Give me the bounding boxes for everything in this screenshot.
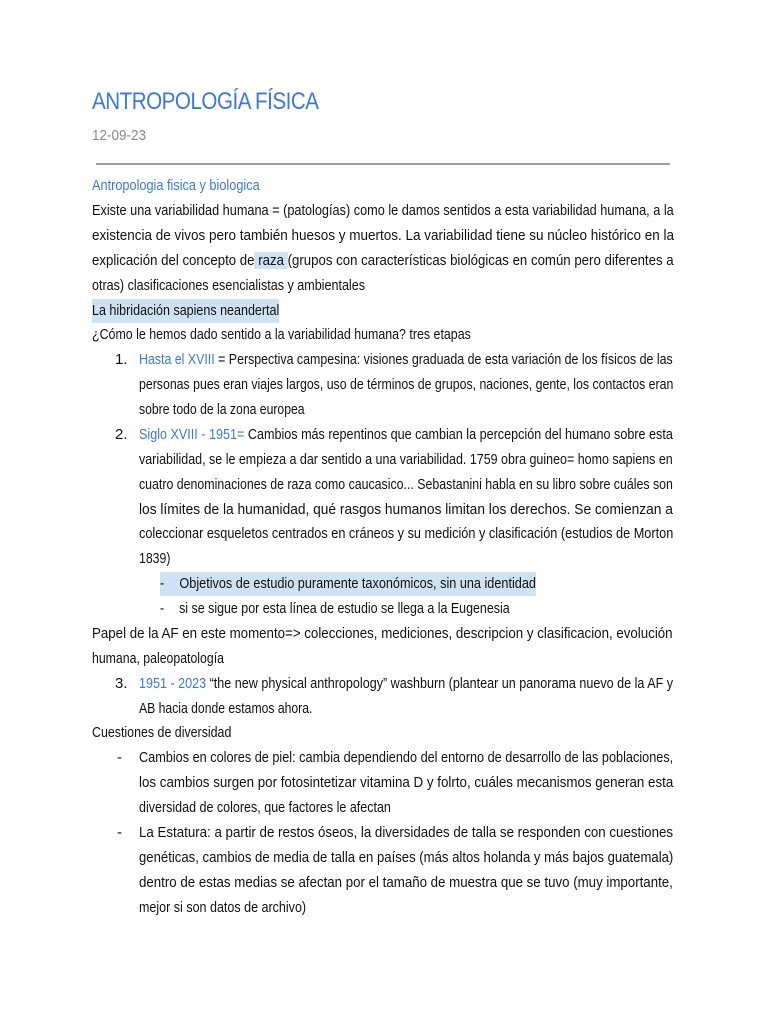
paragraph-line [92, 249, 674, 273]
list-item-text: “the new physical anthropology” washburn (plantear un panorama nuevo de la AF y [206, 675, 674, 692]
list-item-line: sobre todo de la zona europea [139, 401, 305, 418]
bullet-dash: - [117, 749, 122, 766]
sub-list-item-text: si se sigue por esta línea de estudio se llega a la Eugenesia [179, 600, 510, 617]
bullet-item-line: Cambios en colores de piel: cambia dependiendo del entorno de desarrollo de las poblaciones, [139, 749, 674, 766]
list-item-label: Siglo XVIII - 1951= [139, 426, 245, 443]
list-item-line: 1839) [139, 550, 171, 567]
bullet-item-line: mejor si son datos de archivo) [139, 899, 307, 916]
list-item-line: personas pues eran viajes largos, uso de términos de grupos, naciones, gente, los contactos eran [139, 376, 674, 393]
paragraph-text: explicación del concepto de [92, 252, 255, 269]
list-item-line: coleccionar esqueletos centrados en cráneos y su medición y clasificación (estudios de Morton [139, 525, 674, 542]
paragraph-line: existencia de vivos pero también huesos y muertos. La variabilidad tiene su núcleo histórico en la [92, 227, 675, 244]
list-item-line [139, 423, 673, 447]
list-item-line: variabilidad, se le empieza a dar sentido a una variabilidad. 1759 obra guineo= homo sapiens en [139, 451, 673, 468]
bullet-item-line: genéticas, cambios de media de talla en países (más altos holanda y más bajos guatemala) [139, 849, 674, 866]
paragraph-line: otras) clasificaciones esencialistas y ambientales [92, 277, 365, 294]
bullet-item-line: La Estatura: a partir de restos óseos, la diversidades de talla se responden con cuestiones [139, 824, 674, 841]
paragraph-text: (grupos con características biológicas en común pero diferentes a [287, 252, 674, 269]
bullet-dash: - [160, 575, 165, 592]
list-item-line: los límites de la humanidad, qué rasgos humanos limitan los derechos. Se comienzan a [139, 501, 673, 518]
list-number: 3. [115, 675, 128, 692]
question-line: ¿Cómo le hemos dado sentido a la variabilidad humana? tres etapas [92, 326, 471, 343]
section-heading: Cuestiones de diversidad [92, 724, 232, 741]
list-item-text: = Perspectiva campesina: visiones graduada de esta variación de los físicos de las [214, 351, 673, 368]
list-item-line [139, 672, 673, 696]
bullet-item-line: diversidad de colores, que factores le afectan [139, 799, 391, 816]
bullet-item-line: los cambios surgen por fotosintetizar vitamina D y folrto, cuáles mecanismos generan esta [139, 774, 674, 791]
highlighted-line: La hibridación sapiens neandertal [92, 299, 279, 323]
list-item-line: cuatro denominaciones de raza como caucasico... Sebastanini habla en su libro sobre cuáles son [139, 476, 673, 493]
document-title: ANTROPOLOGÍA FÍSICA [92, 88, 319, 115]
list-item-label: Hasta el XVIII [139, 351, 215, 368]
highlighted-term: raza [254, 252, 288, 269]
paragraph-line: Existe una variabilidad humana = (patologías) como le damos sentidos a esta variabilidad humana, a la [92, 202, 674, 219]
horizontal-rule [96, 163, 670, 165]
sub-list-item-text: Objetivos de estudio puramente taxonómicos, sin una identidad [179, 575, 536, 592]
bullet-item-line: dentro de estas medias se afectan por el tamaño de muestra que se tuvo (muy importante, [139, 874, 673, 891]
section-heading: Antropologia fisica y biologica [92, 177, 260, 194]
list-item-text: Cambios más repentinos que cambian la percepción del humano sobre esta [244, 426, 673, 443]
bullet-dash: - [117, 824, 122, 841]
sub-list-item [160, 597, 510, 621]
document-date: 12-09-23 [92, 127, 147, 144]
paragraph-line: Papel de la AF en este momento=> colecciones, mediciones, descripcion y clasificacion, evolución [92, 625, 673, 642]
list-number: 2. [115, 426, 128, 443]
sub-list-item [160, 572, 536, 596]
paragraph-line: humana, paleopatología [92, 650, 224, 667]
list-item-line [139, 348, 673, 372]
bullet-dash: - [160, 600, 165, 617]
list-item-line: AB hacia donde estamos ahora. [139, 700, 313, 717]
list-number: 1. [115, 351, 128, 368]
list-item-label: 1951 - 2023 [139, 675, 207, 692]
